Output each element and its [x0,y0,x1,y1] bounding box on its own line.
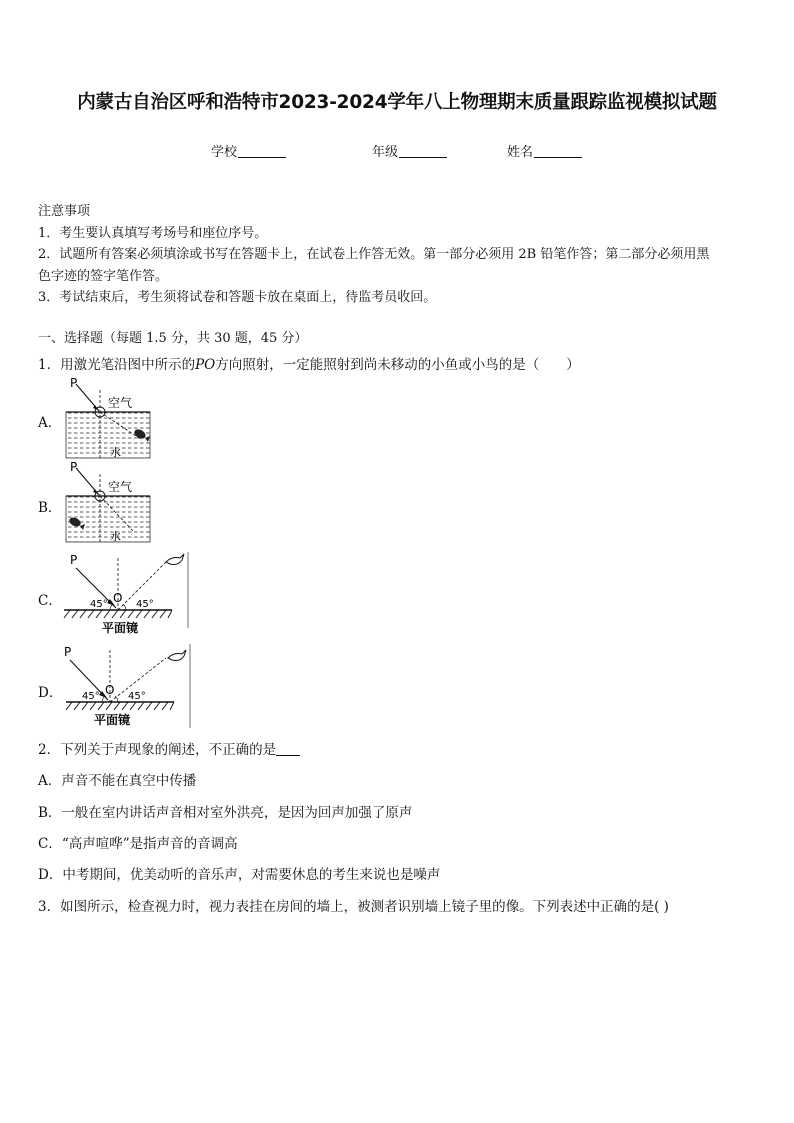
q1-suffix: 方向照射，一定能照射到尚未移动的小鱼或小鸟的是（ ） [215,357,580,373]
q1-figure-c [62,550,194,638]
q2-option-c[interactable]: C．“高声喧哗”是指声音的音调高 [38,836,238,852]
q2-option-b[interactable]: B．一般在室内讲话声音相对室外洪亮，是因为回声加强了原声 [38,805,413,821]
grade-label: 年级 [372,145,399,160]
label-angle: 45° [136,599,154,610]
name-field[interactable] [507,141,582,160]
label-p: P [70,553,78,567]
label-o: O [105,683,115,697]
name-label: 姓名 [507,145,534,160]
question-3-stem: 3．如图所示，检查视力时，视力表挂在房间的墙上，被测者识别墙上镜子里的像。下列表述中正确的是( ) [38,899,669,915]
label-mirror: 平面镜 [94,713,131,727]
q1-option-d-label[interactable]: D． [38,685,63,701]
q1-figure-d [62,642,194,732]
q2-option-d[interactable]: D．中考期间，优美动听的音乐声，对需要休息的考生来说也是噪声 [38,867,441,883]
label-mirror: 平面镜 [102,621,139,635]
q1-prefix: 1．用激光笔沿图中所示的 [38,357,196,373]
label-angle: 45° [90,599,108,610]
label-water: 水 [110,446,121,459]
note-item: 2．试题所有答案必须填涂或书写在答题卡上，在试卷上作答无效。第一部分必须用 2B 铅笔作答；第二部分必须用黑 [38,247,710,262]
note-item: 1．考生要认真填写考场号和座位序号。 [38,225,268,241]
school-field[interactable] [211,141,286,160]
q1-option-a-label[interactable]: A． [38,415,62,431]
note-item: 3．考试结束后，考生须将试卷和答题卡放在桌面上，待监考员收回。 [38,290,437,305]
notes-block [38,201,768,309]
note-item: 色字迹的签字笔作答。 [38,268,169,284]
label-air: 空气 [108,396,133,410]
label-p: P [70,376,78,390]
label-angle: 45° [82,691,100,702]
q1-figure-a [62,376,154,462]
section-heading: 一、选择题（每题 1.5 分，共 30 题，45 分） [38,331,308,346]
page-title: 内蒙古自治区呼和浩特市2023-2024学年八上物理期末质量跟踪监视模拟试题 [77,92,717,113]
notes-heading: 注意事项 [38,204,91,219]
grade-blank[interactable] [399,143,447,158]
q1-po: PO [195,357,216,373]
q2-option-a[interactable]: A．声音不能在真空中传播 [38,773,197,789]
name-blank[interactable] [534,143,582,158]
question-2-stem [38,738,300,758]
label-p: P [70,460,78,474]
q1-option-c-label[interactable]: C． [38,593,62,609]
school-blank[interactable] [238,143,286,158]
q2-stem-text: 2．下列关于声现象的阐述，不正确的是 [38,742,277,758]
label-air: 空气 [108,480,133,494]
question-1-stem [38,353,580,373]
student-info-fields [0,141,794,161]
school-label: 学校 [211,145,238,160]
q1-option-b-label[interactable]: B． [38,500,62,516]
label-angle: 45° [128,691,146,702]
label-p: P [64,645,72,659]
grade-field[interactable] [372,141,447,160]
q2-answer-blank[interactable] [276,742,300,756]
q1-figure-b [62,460,154,546]
label-water: 水 [110,530,121,543]
label-o: O [113,591,123,605]
